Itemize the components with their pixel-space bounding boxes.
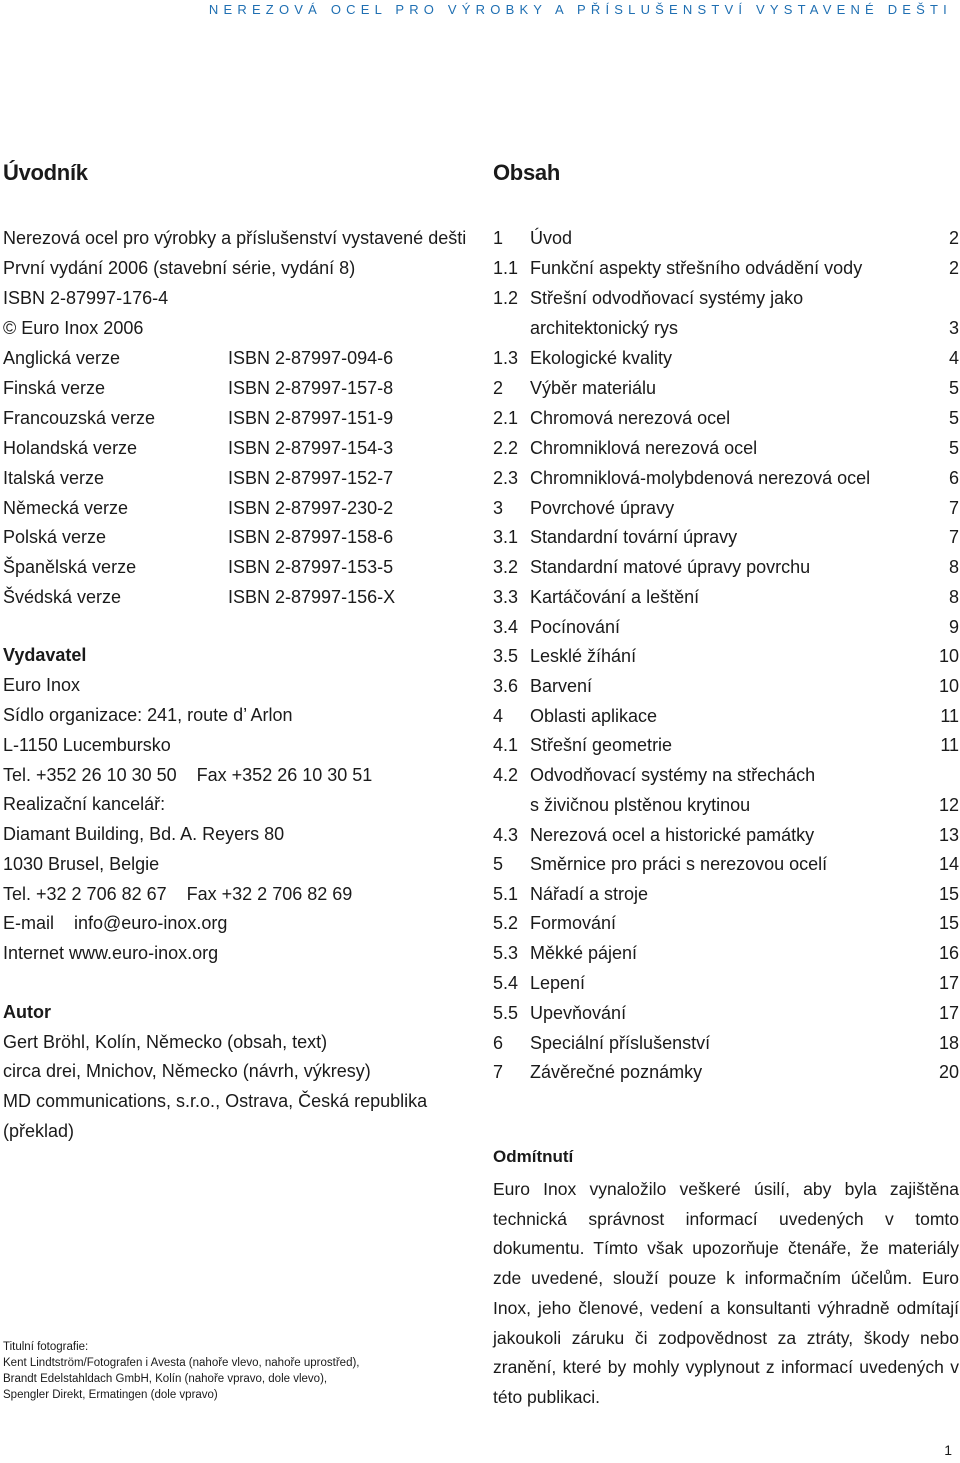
publisher-line: L-1150 Lucembursko [3, 735, 171, 755]
toc-item-number: 4 [493, 706, 504, 726]
toc-item [493, 258, 959, 278]
toc-item-page: 11 [940, 706, 959, 726]
version-row [3, 408, 394, 428]
version-isbn: ISBN 2-87997-157-8 [228, 378, 394, 398]
toc-item-page: 12 [938, 795, 959, 815]
version-label: Anglická verze [3, 348, 121, 368]
toc-item-title: Lepení [530, 973, 586, 993]
toc-item [493, 318, 959, 338]
toc-item-number: 3.1 [493, 527, 519, 547]
toc-item-number: 2 [493, 378, 504, 398]
toc-item [493, 468, 959, 488]
version-label: Švédská verze [3, 587, 122, 607]
toc-item-page: 15 [938, 913, 959, 933]
toc-item [493, 825, 959, 845]
version-label: Španělská verze [3, 557, 137, 577]
toc-item-number: 5.4 [493, 973, 519, 993]
version-row [3, 527, 394, 547]
version-label: Finská verze [3, 378, 106, 398]
toc-item-title: Funkční aspekty střešního odvádění vody [530, 258, 863, 278]
toc-item [493, 765, 959, 785]
intro-line: ISBN 2-87997-176-4 [3, 288, 169, 308]
toc-item-page: 5 [948, 408, 959, 428]
publisher-line: 1030 Brusel, Belgie [3, 854, 160, 874]
toc-item-title: Střešní geometrie [530, 735, 673, 755]
toc-item-title: Výběr materiálu [530, 378, 657, 398]
version-label: Německá verze [3, 498, 129, 518]
toc-item [493, 676, 959, 696]
toc-item-page: 9 [948, 617, 959, 637]
toc-item-title: Kartáčování a leštění [530, 587, 700, 607]
publisher-line: Realizační kancelář: [3, 794, 166, 814]
toc-item-page: 10 [938, 646, 959, 666]
toc-item [493, 973, 959, 993]
toc-item-page: 17 [938, 1003, 959, 1023]
version-label: Holandská verze [3, 438, 138, 458]
toc-item-page: 10 [938, 676, 959, 696]
toc-item-number: 4.1 [493, 735, 519, 755]
toc-item-number: 3.6 [493, 676, 519, 696]
running-header: NEREZOVÁ OCEL PRO VÝROBKY A PŘÍSLUŠENSTVÍ VYSTAVENÉ DEŠTI [208, 2, 952, 17]
publisher-line: Euro Inox [3, 675, 81, 695]
toc-item-page: 6 [948, 468, 959, 488]
toc-item [493, 795, 959, 815]
toc-item-title: Směrnice pro práci s nerezovou ocelí [530, 854, 828, 874]
photo-credits-line: Spengler Direkt, Ermatingen (dole vpravo) [3, 1389, 218, 1401]
toc-item-number: 2.2 [493, 438, 519, 458]
toc-item [493, 1062, 959, 1082]
toc-item-number: 3.4 [493, 617, 519, 637]
author-line: MD communications, s.r.o., Ostrava, Česká republika [3, 1091, 428, 1111]
disclaimer-heading: Odmítnutí [493, 1147, 574, 1166]
publisher-email: E-mail info@euro-inox.org [3, 913, 228, 933]
toc-item-number: 5.2 [493, 913, 519, 933]
toc-item-title: Chromniklová nerezová ocel [530, 438, 758, 458]
toc-item-number: 5 [493, 854, 504, 874]
toc-item-title: Upevňování [530, 1003, 627, 1023]
toc-item-number: 4.2 [493, 765, 519, 785]
toc-item-page: 17 [938, 973, 959, 993]
toc-item-number: 5.3 [493, 943, 519, 963]
toc-item [493, 378, 959, 398]
toc-item-number: 2.3 [493, 468, 519, 488]
author-heading: Autor [3, 1002, 51, 1022]
intro-line: První vydání 2006 (stavební série, vydání 8) [3, 258, 356, 278]
toc-item-title: Nerezová ocel a historické památky [530, 825, 815, 845]
toc-item-title: s živičnou plstěnou krytinou [530, 795, 751, 815]
author-line: Gert Bröhl, Kolín, Německo (obsah, text) [3, 1032, 328, 1052]
toc-item [493, 1033, 959, 1053]
photo-credits-line: Kent Lindtström/Fotografen i Avesta (nahoře vlevo, nahoře uprostřed), [3, 1357, 360, 1369]
toc-item-page: 15 [938, 884, 959, 904]
toc-item [493, 1003, 959, 1023]
toc-item [493, 884, 959, 904]
toc-item-title: Závěrečné poznámky [530, 1062, 703, 1082]
toc-item [493, 913, 959, 933]
toc-item [493, 527, 959, 547]
toc-item-number: 7 [493, 1062, 504, 1082]
disclaimer-text: Euro Inox vynaložilo veškeré úsilí, aby byla zajištěna technická správnost informací uvedených v tomto dokumentu. Tímto však upozorňuje čtenáře, že materiály zde uvedené, slouží pouze k informačním účelům. Euro Inox, jeho členové, vedení a konsultanti výhradně odmítají jakoukoli záruku či zodpovědnost za ztráty, škody nebo zranění, které by mohly vyplynout z informací uvedených v této publikaci. [493, 1179, 959, 1407]
version-isbn: ISBN 2-87997-153-5 [228, 557, 394, 577]
toc-item-page: 8 [948, 587, 959, 607]
toc-item [493, 943, 959, 963]
toc-item-title: Povrchové úpravy [530, 498, 675, 518]
toc-item-page: 13 [938, 825, 959, 845]
toc-item-number: 3 [493, 498, 504, 518]
publisher-heading: Vydavatel [3, 645, 87, 665]
photo-credits-line: Brandt Edelstahldach GmbH, Kolín (nahoře vpravo, dole vlevo), [3, 1373, 328, 1385]
toc-item [493, 228, 959, 248]
toc-item-number: 6 [493, 1033, 504, 1053]
intro-line: © Euro Inox 2006 [3, 318, 144, 338]
toc-item-title: Speciální příslušenství [530, 1033, 711, 1053]
toc-item [493, 706, 959, 726]
version-row [3, 468, 394, 488]
publisher-line: Tel. +32 2 706 82 67 Fax +32 2 706 82 69 [3, 884, 353, 904]
toc-item-title: Standardní matové úpravy povrchu [530, 557, 811, 577]
toc-item-title: Úvod [530, 228, 573, 248]
photo-credits [3, 1339, 360, 1403]
toc-item-number: 3.3 [493, 587, 519, 607]
toc-item-number: 1 [493, 228, 504, 248]
version-row [3, 348, 394, 368]
toc-item [493, 498, 959, 518]
version-isbn: ISBN 2-87997-152-7 [228, 468, 394, 488]
editorial-heading: Úvodník [3, 160, 88, 185]
toc-item-page: 5 [948, 438, 959, 458]
version-row [3, 378, 394, 398]
version-row [3, 498, 394, 518]
toc-item [493, 735, 959, 755]
version-label: Italská verze [3, 468, 105, 488]
toc-item-page: 18 [938, 1033, 959, 1053]
toc-item-title: Standardní tovární úpravy [530, 527, 738, 547]
toc-item-title: Ekologické kvality [530, 348, 673, 368]
toc-item-number: 4.3 [493, 825, 519, 845]
toc-item-title: Barvení [530, 676, 593, 696]
toc-item-number: 3.5 [493, 646, 519, 666]
toc-item-page: 3 [948, 318, 959, 338]
toc-item-page: 20 [938, 1062, 959, 1082]
toc-item-page: 2 [948, 228, 959, 248]
version-isbn: ISBN 2-87997-154-3 [228, 438, 394, 458]
intro-line: Nerezová ocel pro výrobky a příslušenství vystavené dešti [3, 228, 467, 248]
toc-item-title: Formování [530, 913, 617, 933]
toc-item-page: 14 [938, 854, 959, 874]
toc-item-title: Nářadí a stroje [530, 884, 649, 904]
toc-item-number: 1.3 [493, 348, 519, 368]
toc-item [493, 854, 959, 874]
toc-item-number: 5.1 [493, 884, 519, 904]
photo-credits-heading: Titulní fotografie: [3, 1341, 89, 1353]
version-row [3, 557, 394, 577]
publisher-line: Tel. +352 26 10 30 50 Fax +352 26 10 30 51 [3, 765, 373, 785]
toc-item [493, 617, 959, 637]
version-isbn: ISBN 2-87997-151-9 [228, 408, 394, 428]
toc-item-title: Oblasti aplikace [530, 706, 658, 726]
author-line: circa drei, Mnichov, Německo (návrh, výkresy) [3, 1061, 371, 1081]
toc-item-page: 8 [948, 557, 959, 577]
toc-item-number: 1.2 [493, 288, 519, 308]
toc-item-page: 11 [940, 735, 959, 755]
publisher-line: Sídlo organizace: 241, route d’ Arlon [3, 705, 293, 725]
toc-item [493, 408, 959, 428]
publisher-website: Internet www.euro-inox.org [3, 943, 219, 963]
toc-item-number: 2.1 [493, 408, 519, 428]
toc-item-title: Střešní odvodňovací systémy jako [530, 288, 804, 308]
version-label: Francouzská verze [3, 408, 156, 428]
toc-item-number: 3.2 [493, 557, 519, 577]
toc-item-number: 1.1 [493, 258, 519, 278]
author-line: (překlad) [3, 1121, 75, 1141]
toc-item [493, 348, 959, 368]
toc-item [493, 557, 959, 577]
version-isbn: ISBN 2-87997-156-X [228, 587, 396, 607]
toc-item [493, 646, 959, 666]
toc-item-title: architektonický rys [530, 318, 679, 338]
toc-item-page: 2 [948, 258, 959, 278]
toc-item-title: Chromová nerezová ocel [530, 408, 731, 428]
toc-item-title: Chromniklová-molybdenová nerezová ocel [530, 468, 871, 488]
toc-item [493, 587, 959, 607]
version-isbn: ISBN 2-87997-230-2 [228, 498, 394, 518]
toc-item-page: 5 [948, 378, 959, 398]
toc-item-title: Pocínování [530, 617, 621, 637]
version-row [3, 587, 396, 607]
toc-item [493, 288, 959, 308]
toc-item-page: 7 [948, 498, 959, 518]
toc-item-title: Měkké pájení [530, 943, 638, 963]
toc-item-page: 16 [938, 943, 959, 963]
toc-item-page: 7 [948, 527, 959, 547]
version-row [3, 438, 394, 458]
version-isbn: ISBN 2-87997-094-6 [228, 348, 394, 368]
toc-item [493, 438, 959, 458]
toc-item-number: 5.5 [493, 1003, 519, 1023]
toc-item-title: Lesklé žíhání [530, 646, 637, 666]
version-label: Polská verze [3, 527, 107, 547]
toc-item-page: 4 [948, 348, 959, 368]
contents-heading: Obsah [493, 160, 560, 185]
page-number: 1 [944, 1442, 952, 1458]
version-isbn: ISBN 2-87997-158-6 [228, 527, 394, 547]
publisher-line: Diamant Building, Bd. A. Reyers 80 [3, 824, 285, 844]
toc-item-title: Odvodňovací systémy na střechách [530, 765, 816, 785]
